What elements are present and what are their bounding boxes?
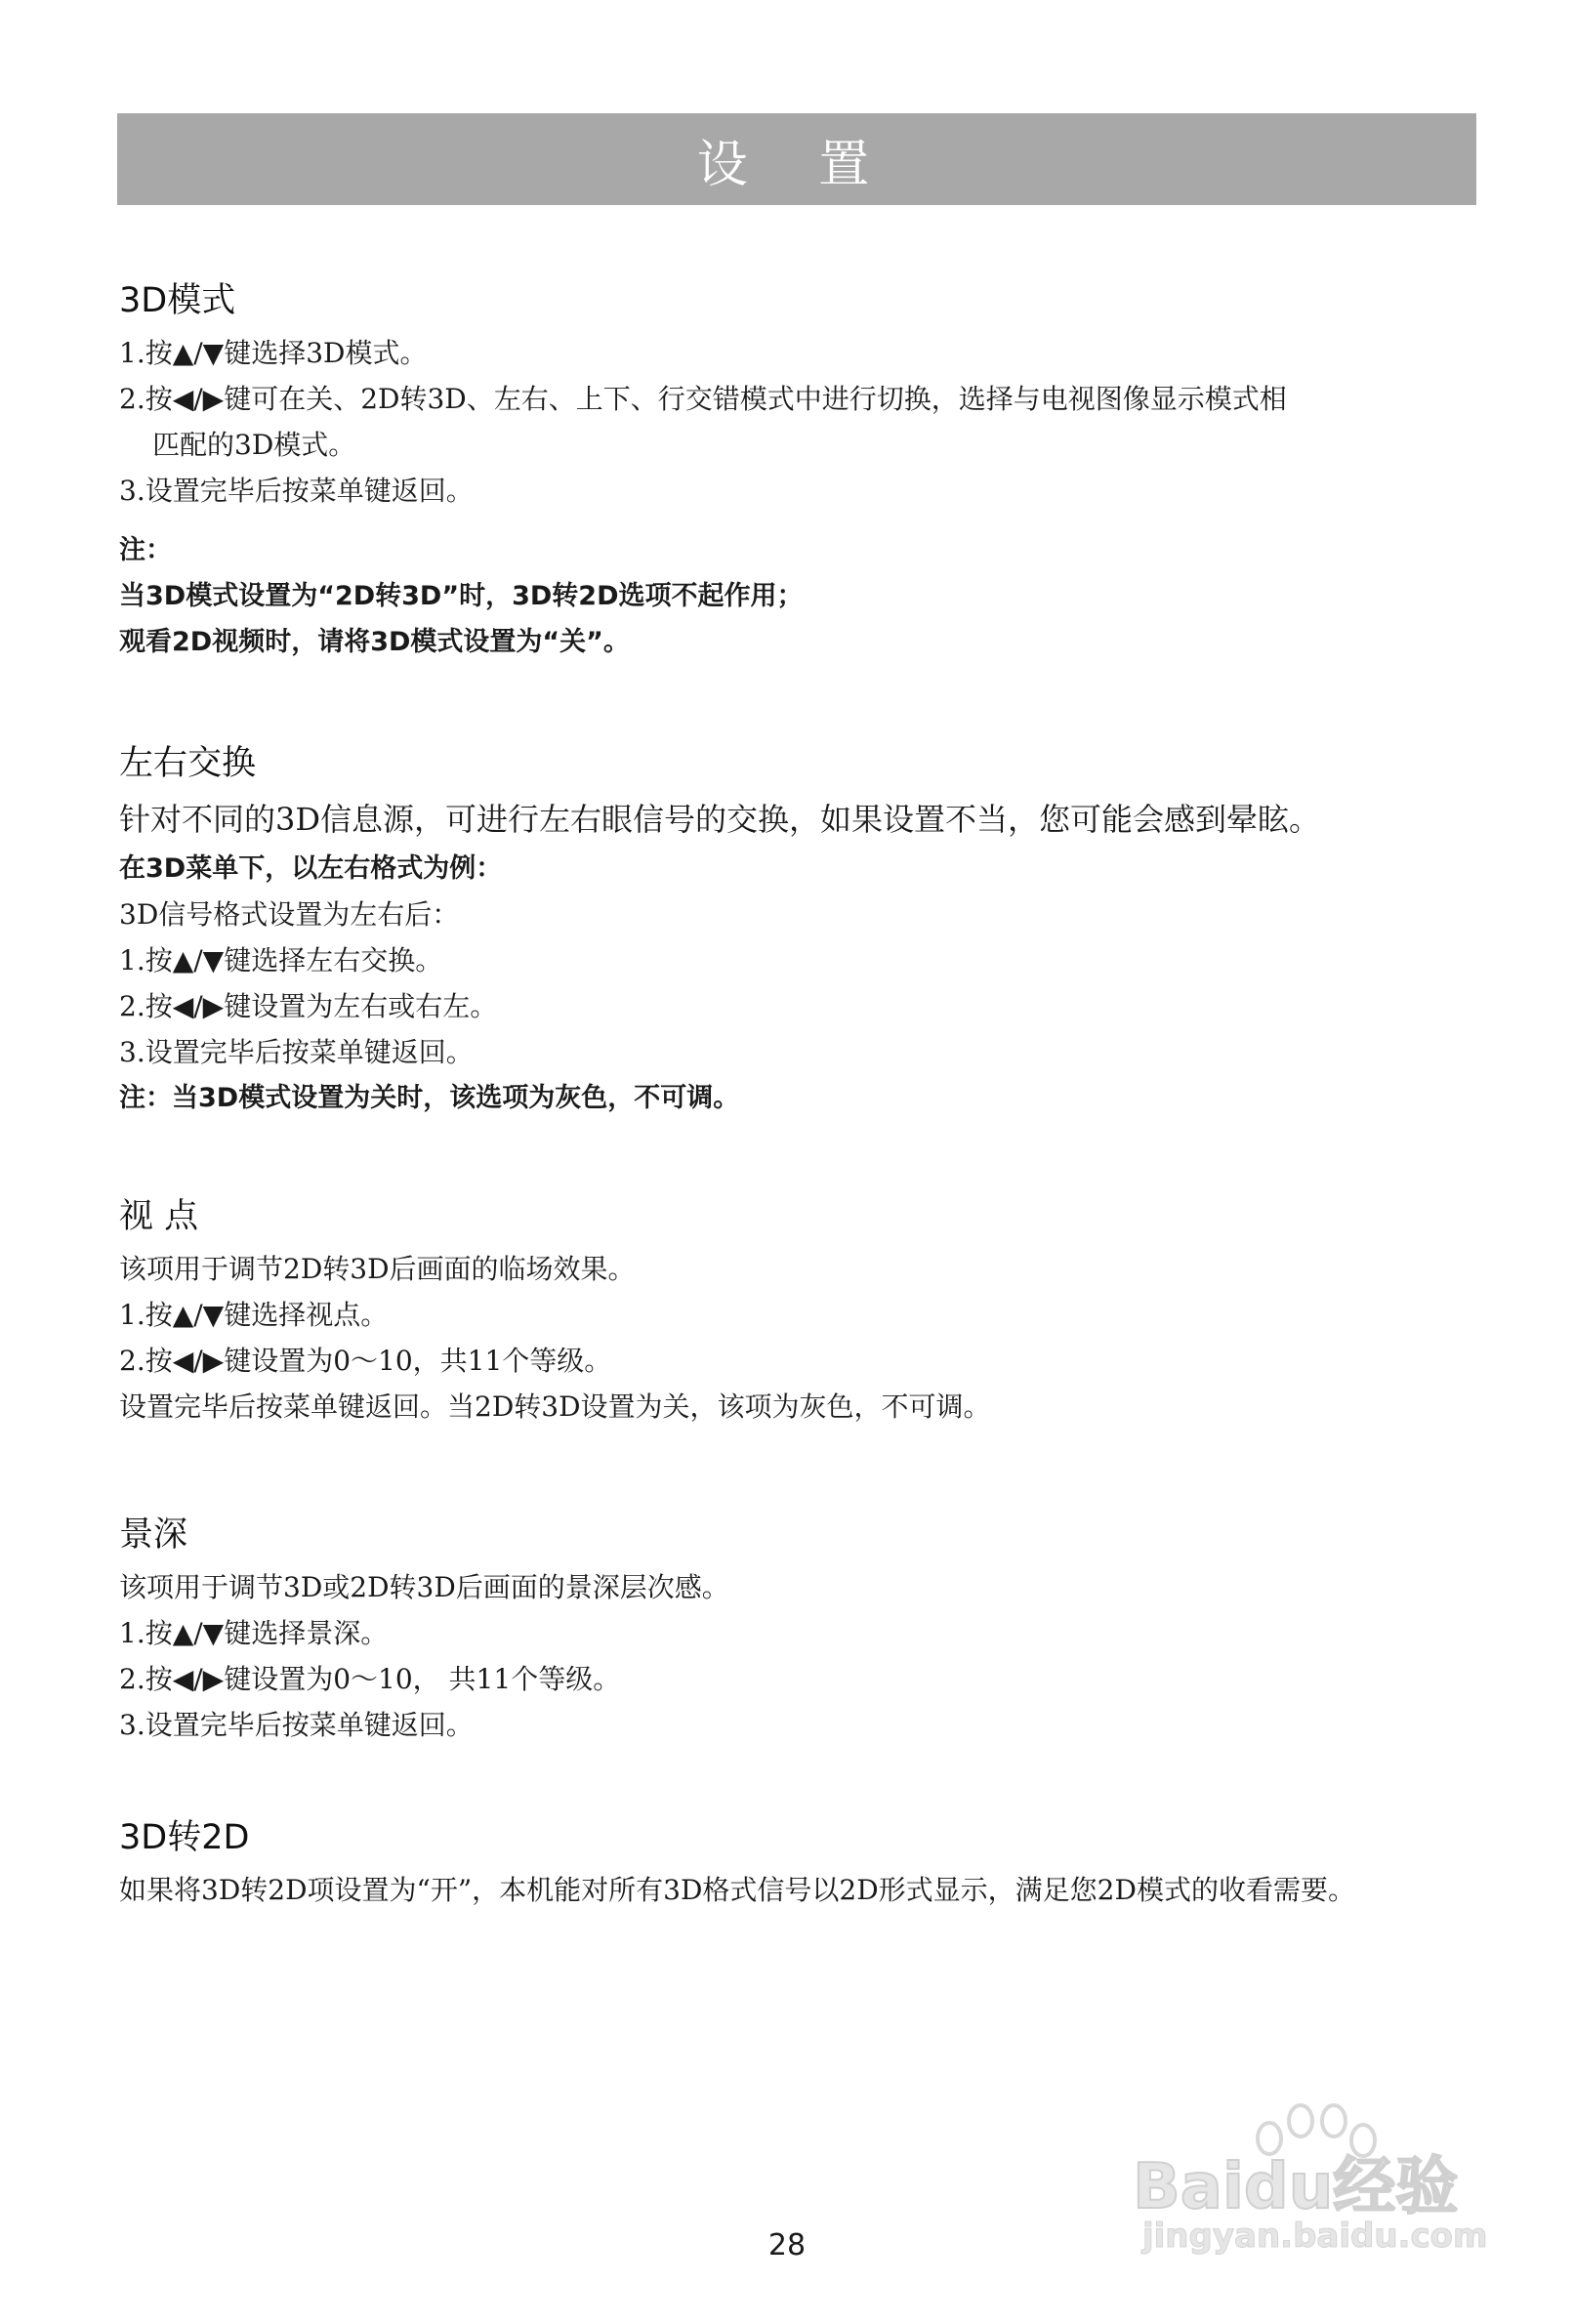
instruction-line: 在3D菜单下，以左右格式为例： <box>119 853 503 884</box>
section-3d-mode <box>119 277 1486 665</box>
instruction-line: 该项用于调节3D或2D转3D后画面的景深层次感。 <box>119 1571 729 1603</box>
page-title: 设 置 <box>117 113 1476 205</box>
note-line: 注：当3D模式设置为关时，该选项为灰色，不可调。 <box>119 1083 740 1113</box>
note-line: 当3D模式设置为“2D转3D”时，3D转2D选项不起作用； <box>119 581 804 611</box>
section-depth <box>119 1512 1486 1748</box>
instruction-line: 1.按▲/▼键选择3D模式。 <box>119 337 428 369</box>
instruction-line: 2.按◀/▶键设置为左右或右左。 <box>119 990 498 1022</box>
instruction-line: 设置完毕后按菜单键返回。当2D转3D设置为关，该项为灰色，不可调。 <box>119 1390 991 1423</box>
instruction-line: 1.按▲/▼键选择左右交换。 <box>119 944 443 976</box>
page-number: 28 <box>767 2228 807 2262</box>
instruction-line: 该项用于调节2D转3D后画面的临场效果。 <box>119 1253 636 1285</box>
instruction-line: 如果将3D转2D项设置为“开”，本机能对所有3D格式信号以2D形式显示，满足您2D模式的收看需要。 <box>119 1874 1355 1906</box>
watermark-brand: Baidu经验 <box>1133 2151 1459 2223</box>
instruction-line: 3.设置完毕后按菜单键返回。 <box>119 1709 474 1741</box>
instruction-line: 2.按◀/▶键设置为0～10， 共11个等级。 <box>119 1663 621 1695</box>
section-3d-to-2d <box>119 1814 1486 1913</box>
section-heading: 3D转2D <box>119 1818 250 1857</box>
instruction-line: 3.设置完毕后按菜单键返回。 <box>119 1036 474 1068</box>
note-line: 观看2D视频时，请将3D模式设置为“关”。 <box>119 627 630 657</box>
baidu-watermark <box>1123 2099 1494 2265</box>
instruction-line: 3.设置完毕后按菜单键返回。 <box>119 475 474 507</box>
note-line: 注： <box>119 535 172 565</box>
instruction-line: 1.按▲/▼键选择视点。 <box>119 1299 389 1331</box>
instruction-line: 1.按▲/▼键选择景深。 <box>119 1617 389 1649</box>
section-lr-swap <box>119 740 1486 1121</box>
instruction-line: 3D信号格式设置为左右后： <box>119 898 460 931</box>
instruction-line: 匹配的3D模式。 <box>152 429 356 461</box>
section-heading: 视 点 <box>119 1197 199 1236</box>
watermark-url: jingyan.baidu.com <box>1142 2217 1488 2256</box>
intro-line: 针对不同的3D信息源，可进行左右眼信号的交换，如果设置不当，您可能会感到晕眩。 <box>119 801 1321 838</box>
section-heading: 左右交换 <box>119 744 257 783</box>
instruction-line: 2.按◀/▶键设置为0～10，共11个等级。 <box>119 1345 612 1377</box>
section-heading: 景深 <box>119 1515 188 1555</box>
section-viewpoint <box>119 1193 1486 1430</box>
section-heading: 3D模式 <box>119 281 236 320</box>
instruction-line: 2.按◀/▶键可在关、2D转3D、左右、上下、行交错模式中进行切换，选择与电视图像显示模式相 <box>119 383 1287 415</box>
